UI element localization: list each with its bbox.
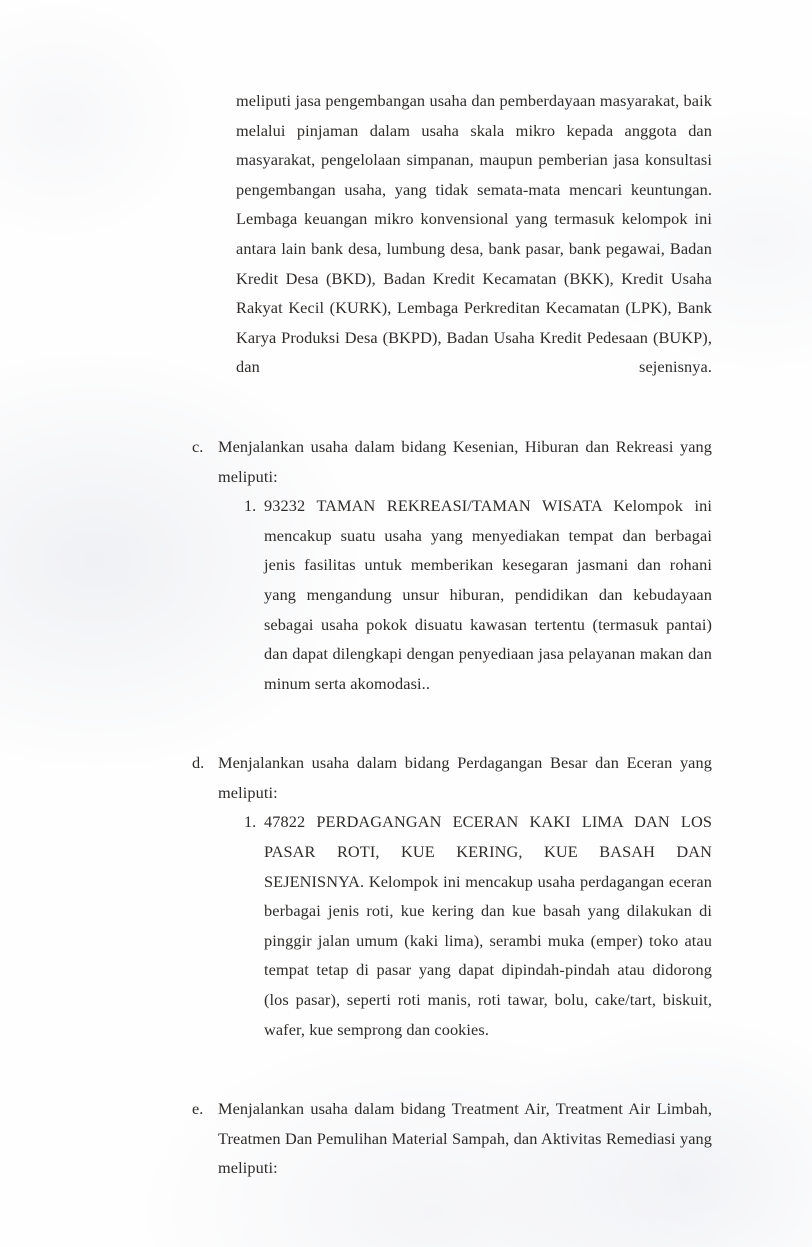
list-item-body: [218, 748, 712, 1044]
sub-list-item-body: [264, 491, 712, 698]
sub-list-item-marker-c1: 1.: [244, 496, 257, 516]
sub-list-item-marker-d1: 1.: [244, 812, 257, 832]
sub-list-item: [244, 491, 712, 698]
list-item-text-e: Menjalankan usaha dalam bidang Treatment Air, Treatment Air Limbah, Treatmen Dan Pemulihan Material Sampah, dan Aktivitas Remediasi yang meliputi:: [218, 1099, 712, 1178]
sub-list-item-text-c1: 93232 TAMAN REKREASI/TAMAN WISATA Kelompok ini mencakup suatu usaha yang menyediakan tempat dan berbagai jenis fasilitas untuk memberikan kesegaran jasmani dan rohani yang mengandung unsur hiburan, pendidikan dan kebudayaan sebagai usaha pokok disuatu kawasan tertentu (termasuk pantai) dan dapat dilengkapi dengan penyediaan jasa pelayanan makan dan minum serta akomodasi..: [264, 496, 712, 693]
list-item-body: [218, 432, 712, 698]
sub-list-item: [244, 807, 712, 1044]
document-body: [192, 86, 712, 1183]
sub-list-item-body: [264, 807, 712, 1044]
list-item: [192, 748, 712, 1044]
list-item-body: [218, 1094, 712, 1183]
list-item: [192, 432, 712, 698]
lead-paragraph: meliputi jasa pengembangan usaha dan pemberdayaan masyarakat, baik melalui pinjaman dalam usaha skala mikro kepada anggota dan masyarakat, pengelolaan simpanan, maupun pemberian jasa konsultasi pengembangan usaha, yang tidak semata-mata mencari keuntungan. Lembaga keuangan mikro konvensional yang termasuk kelompok ini antara lain bank desa, lumbung desa, bank pasar, bank pegawai, Badan Kredit Desa (BKD), Badan Kredit Kecamatan (BKK), Kredit Usaha Rakyat Kecil (KURK), Lembaga Perkreditan Kecamatan (LPK), Bank Karya Produksi Desa (BKPD), Badan Usaha Kredit Pedesaan (BUKP), dan sejenisnya.: [236, 91, 712, 377]
list-item-text-c: Menjalankan usaha dalam bidang Kesenian, Hiburan dan Rekreasi yang meliputi:: [218, 436, 712, 486]
list-item-marker-e: e.: [192, 1099, 204, 1119]
sub-list-item-text-d1: 47822 PERDAGANGAN ECERAN KAKI LIMA DAN LOS PASAR ROTI, KUE KERING, KUE BASAH DAN SEJENISNYA. Kelompok ini mencakup usaha perdagangan eceran berbagai jenis roti, kue kering dan kue basah yang dilakukan di pinggir jalan umum (kaki lima), serambi muka (emper) toko atau tempat tetap di pasar yang dapat dipindah-pindah atau didorong (los pasar), seperti roti manis, roti tawar, bolu, cake/tart, biskuit, wafer, kue semprong dan cookies.: [264, 812, 712, 1039]
sub-list: [218, 491, 712, 698]
list-item-marker-c: c.: [192, 436, 204, 456]
list-item-marker-d: d.: [192, 753, 205, 773]
list-item: [192, 1094, 712, 1183]
list-item-text-d: Menjalankan usaha dalam bidang Perdagangan Besar dan Eceran yang meliputi:: [218, 753, 712, 802]
sub-list: [218, 807, 712, 1044]
